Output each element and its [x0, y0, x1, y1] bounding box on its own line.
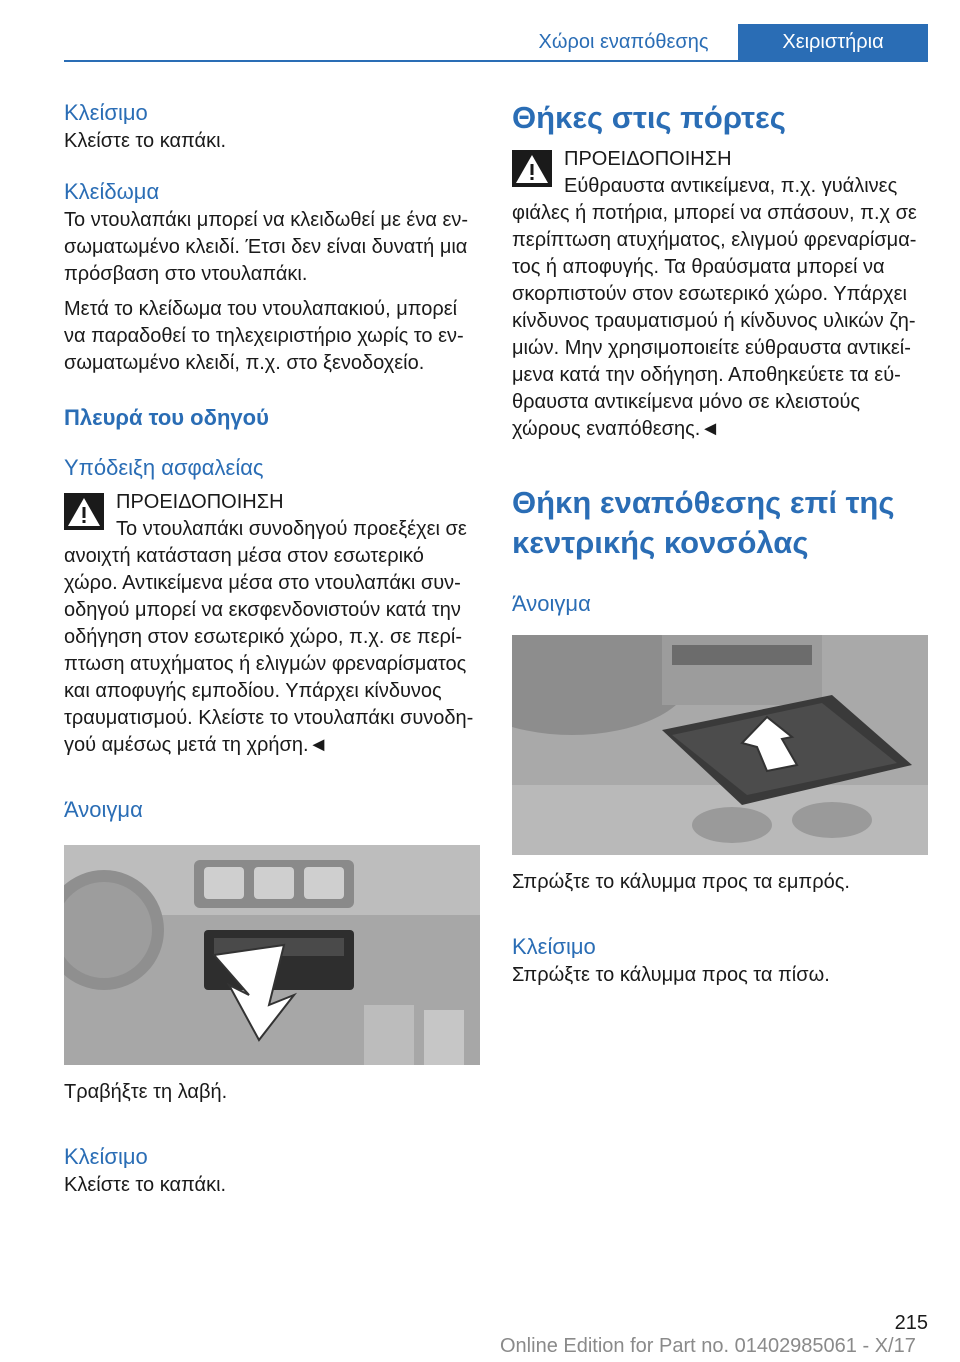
header-section-label: Χώροι εναπόθεσης: [538, 31, 709, 53]
warning-block: [64, 489, 480, 759]
page-number: 215: [894, 1312, 928, 1334]
warning-icon: [512, 150, 552, 187]
console-storage-heading: Θήκη εναπόθεσης επί της κεντρικής κονσόλας: [512, 485, 895, 560]
close-text: Κλείστε το καπάκι.: [64, 130, 227, 152]
open-caption: Σπρώξτε το κάλυμμα προς τα εμπρός.: [512, 871, 850, 893]
close-text-2: Κλείστε το καπάκι.: [64, 1174, 227, 1196]
close-heading: Κλείσιμο: [64, 100, 148, 125]
lock-text-1: Το ντουλαπάκι μπορεί να κλειδωθεί με ένα εν- σωματωμένο κλειδί. Έτσι δεν είναι δυνατή μια πρόσβαση στο ντουλαπάκι.: [64, 209, 469, 285]
warning-title: ΠΡΟΕΙΔΟΠΟΙΗΣΗ: [564, 148, 732, 170]
right-column: [512, 98, 928, 989]
warning-title: ΠΡΟΕΙΔΟΠΟΙΗΣΗ: [116, 491, 284, 513]
header-chapter-tab: Χειριστήρια: [738, 24, 928, 60]
warning-text: Εύθραυστα αντικείμενα, π.χ. γυάλινες φιάλες ή ποτήρια, μπορεί να σπάσουν, π.χ σε περίπτωση ατυχήματος, ελιγμού φρεναρίσμα- τος ή αποφυγής. Τα θραύσματα μπορεί να σκορπιστούν στον εσωτερικό χώρο. Υπάρχει κίνδυνος τραυματισμού ή κίνδυνος υλικών ζη- μιών. Μην χρησιμοποιείτε εύθραυστα αντικεί- μενα κατά την οδήγηση. Αποθηκεύετε τα εύ- θραυστα αντικείμενα μόνο σε κλειστούς χώρους εναπόθεσης.◄: [512, 175, 917, 440]
console-photo: [512, 635, 928, 855]
lock-text-2: Μετά το κλείδωμα του ντουλαπακιού, μπορεί να παραδοθεί το τηλεχειριστήριο χωρίς το εν- σωματωμένο κλειδί, π.χ. στο ξενοδοχείο.: [64, 298, 464, 374]
header-rule: [64, 60, 928, 62]
close-heading: Κλείσιμο: [512, 934, 596, 959]
warning-block-right: [512, 146, 928, 443]
warning-icon: [64, 493, 104, 530]
footer-edition: Online Edition for Part no. 01402985061 - X/17: [500, 1335, 916, 1357]
open-caption: Τραβήξτε τη λαβή.: [64, 1081, 228, 1103]
close-heading-2: Κλείσιμο: [64, 1144, 148, 1169]
open-heading: Άνοιγμα: [512, 591, 591, 616]
warning-text: Το ντουλαπάκι συνοδηγού προεξέχει σε ανοιχτή κατάσταση μέσα στον εσωτερικό χώρο. Αντικείμενα μέσα στο ντουλαπάκι συν- οδηγού μπορεί να εκσφενδονιστούν κατά την οδήγηση στον εσωτερικό χώρο, π.χ. σε περί- πτωση ατυχήματος ή ελιγμών φρεναρίσματος και αποφυγής εμποδίου. Υπάρχει κίνδυνος τραυματισμού. Κλείστε το ντουλαπάκι συνοδη- γού αμέσως μετά τη χρήση.◄: [64, 518, 474, 756]
passenger-side-heading: Πλευρά του οδηγού: [64, 405, 269, 430]
close-text: Σπρώξτε το κάλυμμα προς τα πίσω.: [512, 964, 830, 986]
left-column: [64, 98, 480, 1199]
lock-heading: Κλείδωμα: [64, 179, 160, 204]
safety-heading: Υπόδειξη ασφαλείας: [64, 455, 264, 480]
glovebox-photo: [64, 845, 480, 1065]
door-pockets-heading: Θήκες στις πόρτες: [512, 100, 786, 135]
open-heading: Άνοιγμα: [64, 797, 143, 822]
